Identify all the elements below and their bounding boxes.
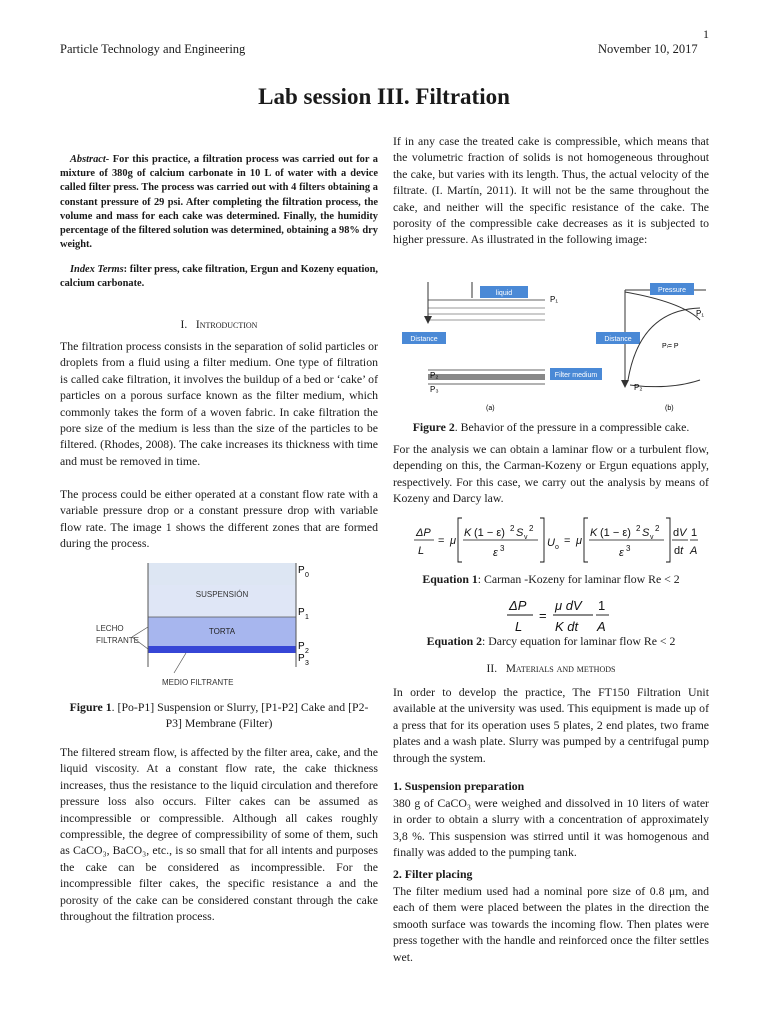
svg-text:3: 3 (626, 544, 631, 553)
intro-paragraph-3: The filtered stream flow, is affected by the filter area, cake, and the liquid viscosity. At a constant flow rate, the cake thickness increases, thus the resistance to the liquid circulation and therefore pressure loss also occurs. Filter cakes can be assumed as incompressible or compressible. Although all cakes roughly compressible, the degree of compressibility of some of them, such as CaCO₃, BaCO₃, etc., is so small that for all intents and purposes the cake can be considered as incompressible. For the incompressible filter cakes, the specific resistance a and the porosity of the cake can be considered constant through the cake throughout the filtration process. (60, 745, 378, 924)
svg-text:=: = (564, 535, 571, 547)
svg-text:μ: μ (450, 535, 457, 547)
svg-text:ε: ε (493, 547, 498, 559)
label-p3-sub: 3 (305, 660, 309, 667)
section-number: I. (180, 319, 188, 331)
svg-text:A: A (597, 619, 606, 634)
right-paragraph-2: For the analysis we can obtain a laminar flow or a turbulent flow, depending on this, the Carman-Kozeny or Ergun equations apply, respectively. For this case, we carry out the analysis by means of Kozeny and Darcy law. (393, 442, 709, 506)
running-header-left: Particle Technology and Engineering (60, 42, 246, 56)
right-paragraph-1: If in any case the treated cake is compressible, which means that the volumetric fraction of solids is not homogeneous throughout the cake, but varies with its length. Thus, the actual velocity of the filtrate. (I. Martín, 2011). It will not be the same throughout the cake, and neither will the specific resistance of the cake. The porosity of the compressible cake decreases as it is subjected to higher pressure. As illustrated in the following image: (393, 134, 709, 247)
lecho-pointer-top (132, 627, 148, 637)
svg-text:3: 3 (500, 544, 505, 553)
label-p2: P (298, 641, 305, 652)
intro-paragraph-2: The process could be either operated at a constant flow rate with a variable pressure drop or a constant pressure drop with variable flow rate. The image 1 shows the different zones that are formed during the process. (60, 487, 378, 551)
label-fig2-p1: P₁ (550, 295, 559, 304)
svg-text:=: = (539, 608, 547, 623)
label-p3: P (298, 653, 305, 664)
label-a: (a) (486, 405, 495, 412)
abstract-lead: Abstract- (70, 154, 110, 165)
filter-medium-zone (148, 646, 296, 653)
figure-1-caption-lead: Figure 1 (69, 700, 112, 714)
figure-1-caption-text: . [Po-P1] Suspension or Slurry, [P1-P2] Cake and [P2-P3] Membrane (Filter) (111, 700, 369, 730)
figure-2-caption-text: . Behavior of the pressure in a compressible cake. (454, 420, 690, 434)
svg-text:2: 2 (636, 524, 641, 533)
label-pl: Pₗ= P (662, 343, 679, 350)
svg-text:μ: μ (576, 535, 583, 547)
equation-1-caption-text: : Carman -Kozeny for laminar flow Re < 2 (477, 572, 680, 586)
label-p0: P (298, 565, 305, 576)
label-p0-sub: 0 (305, 572, 309, 579)
label-torta: TORTA (208, 627, 236, 636)
section-title: Introduction (195, 319, 258, 331)
svg-text:1: 1 (598, 598, 606, 613)
svg-text:U: U (547, 537, 555, 549)
svg-text:ΔP: ΔP (416, 527, 431, 539)
filter-medium-band (428, 374, 545, 380)
methods-paragraph-1: In order to develop the practice, The FT150 Filtration Unit available at the university was used. This equipment is made up of a press that for its operation uses 5 plates, 2 end plates, two frame plates and a wash plate. Slurry was pumped by a centrifugal pump through the system. (393, 685, 709, 765)
axis-b-arrow (621, 380, 629, 388)
equation-2-caption (393, 633, 709, 649)
equation-1 (408, 510, 698, 568)
svg-text:L: L (418, 545, 425, 557)
medio-pointer (174, 653, 186, 673)
label-distance-a: Distance (410, 336, 438, 343)
svg-text:2: 2 (655, 524, 660, 533)
figure-2-caption (393, 419, 709, 435)
label-pressure: Pressure (657, 287, 687, 294)
svg-text:S: S (516, 527, 524, 539)
abstract-text: For this practice, a filtration process was carried out for a mixture of 380g of calcium carbonate in 10 L of water with a device called filter press. The process was carried out with 4 filters obtaining a constant pressure of 29 psi. After completing the filtration process, the volume and mass for each cake was determined. Finally, the humidity percentage of the filtered solution was determined, obtaining a 98% dry weight. (60, 154, 378, 251)
svg-text:S: S (642, 527, 650, 539)
svg-text:dt: dt (674, 545, 684, 557)
svg-text:2: 2 (529, 524, 534, 533)
svg-text:μ dV: μ dV (555, 598, 582, 613)
figure-2-caption-lead: Figure 2 (412, 420, 455, 434)
index-terms-text: : filter press, cake filtration, Ergun and Kozeny equation, calcium carbonate. (60, 264, 378, 290)
equation-2-caption-text: : Darcy equation for laminar flow Re < 2 (482, 634, 676, 648)
label-filtrante: FILTRANTE (96, 636, 139, 645)
svg-text:K dt: K dt (555, 619, 579, 634)
label-p2-sub: 2 (305, 648, 309, 655)
section-number: II. (486, 663, 498, 675)
figure-2-diagram (400, 280, 710, 415)
svg-text:K: K (590, 527, 598, 539)
svg-text:v: v (650, 534, 654, 541)
subheading-suspension-preparation: 1. Suspension preparation (393, 779, 525, 793)
abstract (60, 153, 378, 252)
equation-2 (505, 594, 615, 636)
figure-1-diagram (86, 557, 326, 692)
svg-text:ε: ε (619, 547, 624, 559)
section-title: Materials and methods (505, 663, 616, 675)
equation-1-caption (393, 571, 709, 587)
equation-2-caption-lead: Equation 2 (426, 634, 482, 648)
label-p1: P (298, 607, 305, 618)
svg-text:2: 2 (510, 524, 515, 533)
paper-title: Lab session III. Filtration (258, 84, 510, 109)
equation-1-caption-lead: Equation 1 (422, 572, 478, 586)
svg-text:K: K (464, 527, 472, 539)
label-medio-filtrante: MEDIO FILTRANTE (162, 678, 234, 687)
svg-text:1: 1 (691, 527, 698, 539)
label-b: (b) (665, 405, 674, 412)
svg-text:dV: dV (673, 527, 687, 539)
label-fig2-p2b: P₂ (634, 383, 643, 392)
svg-text:o: o (555, 544, 559, 551)
figure-1-caption (62, 699, 376, 731)
filter-placing-text: The filter medium used had a nominal pore size of 0.8 μm, and each of them were placed between the plates in the direction the smooth surface was towards the incoming flow. Then plates were press together with the handle and reinforced once the filter settles wet. (393, 884, 709, 964)
svg-text:(1 − ε): (1 − ε) (474, 527, 505, 539)
running-header-date: November 10, 2017 (598, 42, 698, 56)
svg-text:=: = (438, 535, 445, 547)
suspension-zone (148, 563, 296, 585)
intro-paragraph-1: The filtration process consists in the separation of solid particles or droplets from a fluid using a filter medium. One type of filtration is called cake filtration, it involves the buildup of a bed or ‘cake’ of particles on a porous surface known as the filter medium, which commonly takes the form of a woven fabric. In cake filtration the pore size of the medium is less than the size of the particles to be filtered. (Rhodes, 2008). The cake increases its thickness with time and must be removed in time. (60, 339, 378, 468)
svg-text:A: A (690, 545, 698, 557)
index-terms (60, 263, 378, 291)
page-number: 1 (703, 27, 709, 41)
svg-text:(1 − ε): (1 − ε) (600, 527, 631, 539)
index-terms-lead: Index Terms (70, 264, 124, 275)
suspension-preparation-text: 380 g of CaCO₃ were weighed and dissolved in 10 liters of water in order to obtain a slurry with a concentration of approximately 3,8 %. This suspension was stirred until it was homogenous and finally was added to the pumping tank. (393, 796, 709, 860)
label-liquid: liquid (495, 290, 513, 297)
pressure-curve-upper (625, 292, 700, 320)
section-heading-materials (393, 663, 709, 675)
label-suspension: SUSPENSIÓN (195, 590, 249, 599)
label-fig2-pb: P₁ (696, 309, 705, 318)
svg-text:ΔP: ΔP (509, 598, 527, 613)
label-fig2-p2: P₂ (430, 371, 439, 380)
svg-text:L: L (515, 619, 523, 634)
label-fig2-p3: P₃ (430, 385, 439, 394)
subheading-filter-placing: 2. Filter placing (393, 867, 473, 881)
svg-text:v: v (524, 534, 528, 541)
label-p1-sub: 1 (305, 614, 309, 621)
label-distance-b: Distance (604, 336, 632, 343)
label-lecho: LECHO (96, 624, 124, 633)
section-heading-introduction (60, 319, 378, 331)
label-filter-medium: Filter medium (554, 372, 598, 379)
